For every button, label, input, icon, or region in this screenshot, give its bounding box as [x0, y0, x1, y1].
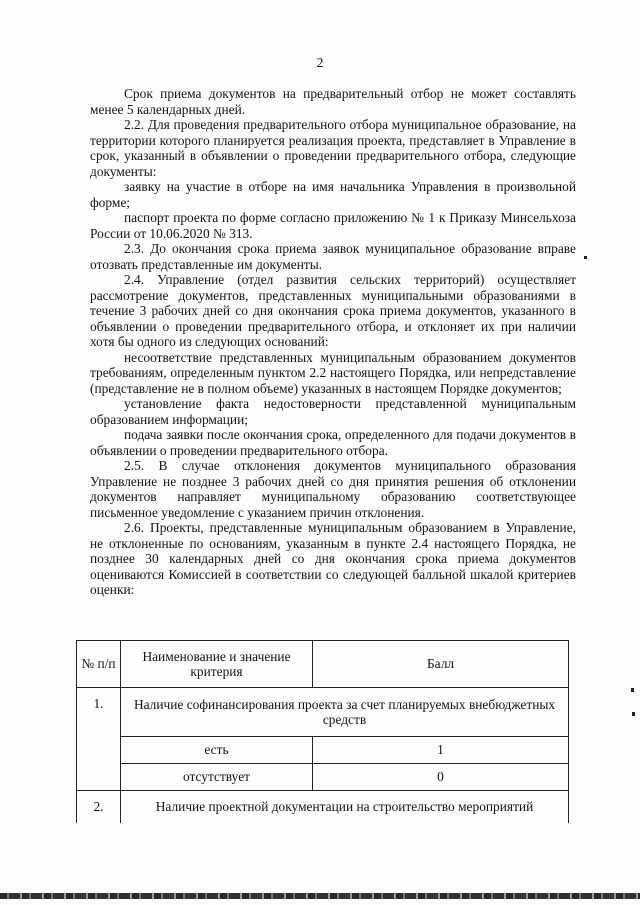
criterion-name: Наличие проектной документации на строительство мероприятий: [121, 791, 569, 824]
table-row: [77, 764, 569, 791]
paragraph-ground-falsity: установление факта недостоверности представленной муниципальным образованием информации;: [90, 396, 576, 427]
paragraph-passport-item: паспорт проекта по форме согласно приложению № 1 к Приказу Минсельхоза России от 10.06.2020 № 313.: [90, 210, 576, 241]
option-score: 1: [313, 737, 569, 764]
option-label: отсутствует: [121, 764, 313, 791]
criteria-score-table: [76, 640, 569, 823]
paragraph-2-3: 2.3. До окончания срока приема заявок муниципальное образование вправе отозвать представленные им документы.: [90, 241, 576, 272]
paragraph-ground-noncompliance: несоответствие представленных муниципальным образованием документов требованиям, определенным пунктом 2.2 настоящего Порядка, или непредставление (представление не в полном объеме) указанных в настоящем Порядке документов;: [90, 349, 576, 396]
paragraph-submission-period: Срок приема документов на предварительный отбор не может составлять менее 5 календарных дней.: [90, 86, 576, 117]
paragraph-2-4: 2.4. Управление (отдел развития сельских территорий) осуществляет рассмотрение документов, представленных муниципальными образованиями в течение 3 рабочих дней со дня окончания срока приема документов, указанного в объявлении о проведении предварительного отбора, и отклоняет их при наличии хотя бы одного из следующих оснований:: [90, 272, 576, 349]
row-number: 1.: [77, 688, 121, 791]
scan-speck: [632, 712, 635, 716]
paragraph-2-6: 2.6. Проекты, представленные муниципальным образованием в Управление, не отклоненные по основаниям, указанным в пункте 2.4 настоящего Порядка, не позднее 30 календарных дней со дня окончания срока приема документов оцениваются Комиссией в соответствии со следующей балльной шкалой критериев оценки:: [90, 520, 576, 597]
header-criterion: Наименование и значение критерия: [121, 641, 313, 688]
table-row: [77, 791, 569, 824]
document-body: [90, 86, 576, 598]
paragraph-application-item: заявку на участие в отборе на имя начальника Управления в произвольной форме;: [90, 179, 576, 210]
table-row: [77, 737, 569, 764]
criterion-name: Наличие софинансирования проекта за счет планируемых внебюджетных средств: [121, 688, 569, 737]
paragraph-2-2: 2.2. Для проведения предварительного отбора муниципальное образование, на территории которого планируется реализация проекта, представляет в Управление в срок, указанный в объявлении о проведении предварительного отбора, следующие документы:: [90, 117, 576, 179]
scan-speck: [631, 688, 634, 692]
option-score: 0: [313, 764, 569, 791]
paragraph-2-5: 2.5. В случае отклонения документов муниципального образования Управление не позднее 3 рабочих дней со дня принятия решения об отклонении документов направляет муниципальному образованию соответствующее письменное уведомление с указанием причин отклонения.: [90, 458, 576, 520]
header-number: № п/п: [77, 641, 121, 688]
table-header-row: [77, 641, 569, 688]
page-number: 2: [316, 56, 324, 71]
option-label: есть: [121, 737, 313, 764]
row-number: 2.: [77, 791, 121, 824]
header-score: Балл: [313, 641, 569, 688]
scan-edge-bar: [0, 893, 640, 899]
scan-speck: [584, 256, 587, 259]
paragraph-ground-late: подача заявки после окончания срока, определенного для подачи документов в объявлении о проведении предварительного отбора.: [90, 427, 576, 458]
table-row: [77, 688, 569, 737]
